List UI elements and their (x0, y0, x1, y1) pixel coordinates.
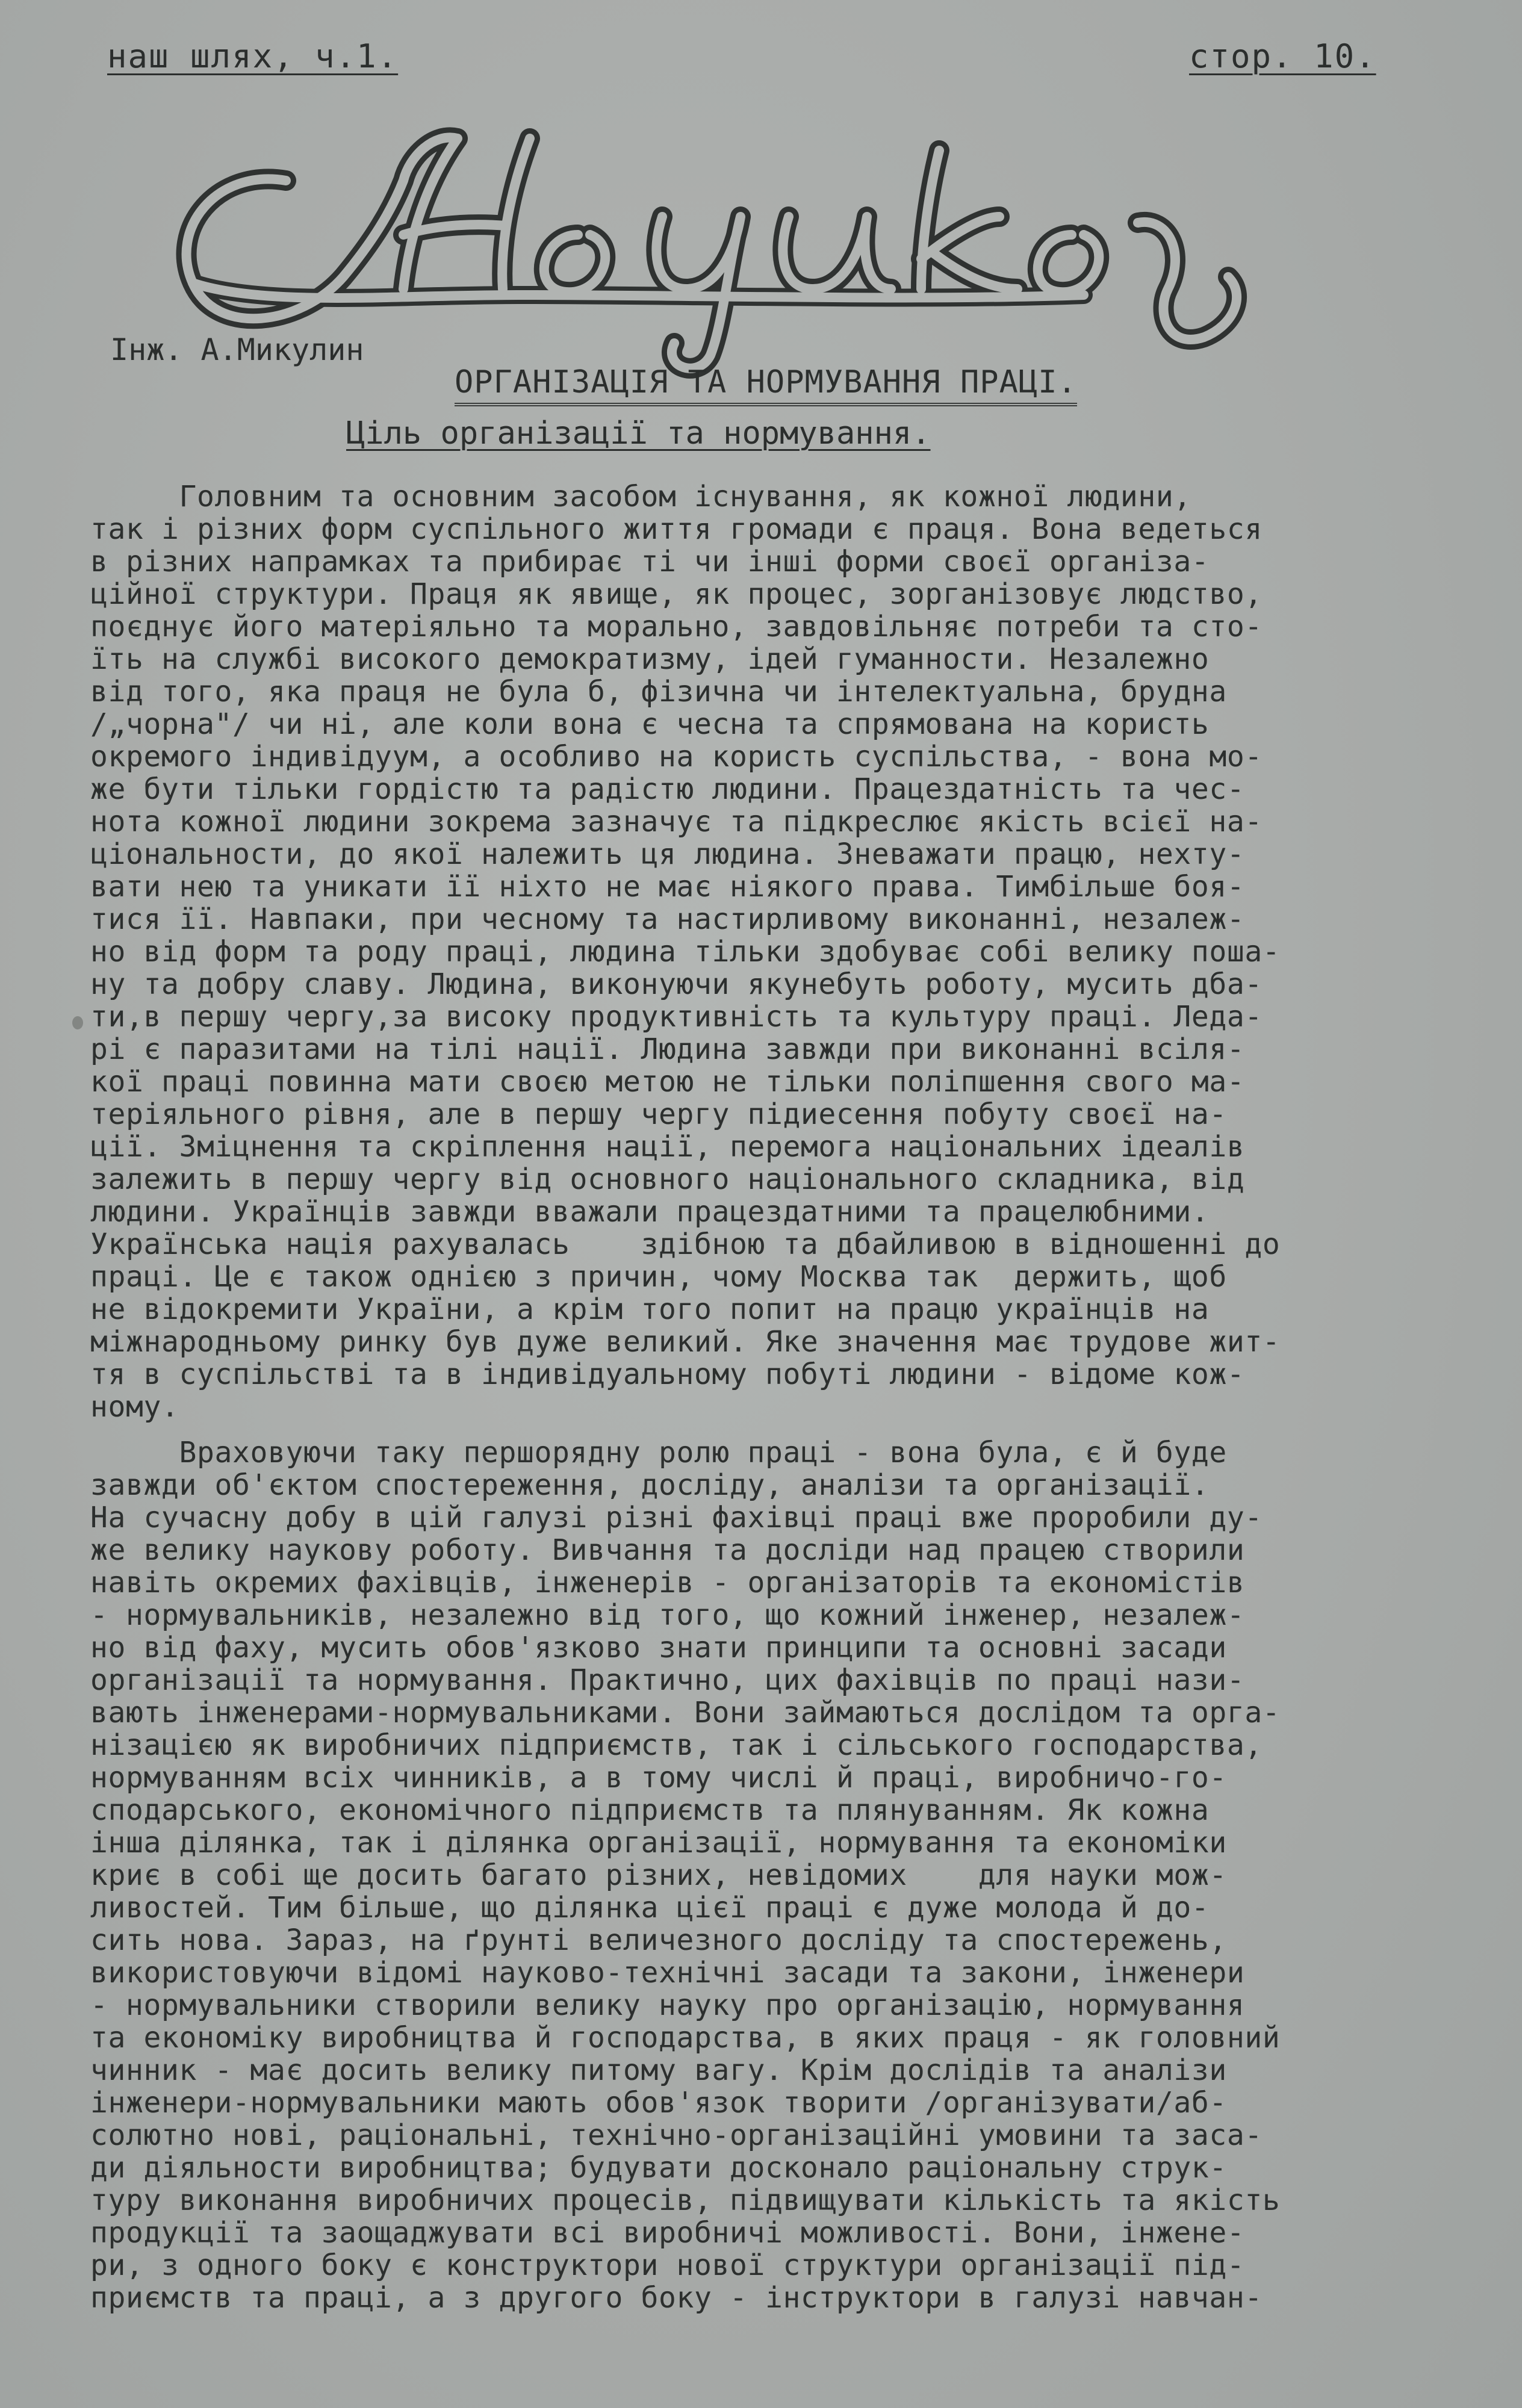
text-line: поєднує його матеріяльно та морально, завдовільняє потреби та сто- (90, 610, 1263, 644)
text-line: тися її. Навпаки, при чесному та настирливому виконанні, незалеж- (90, 902, 1245, 936)
text-line: ному. (90, 1390, 179, 1424)
article-paragraph-2 (90, 1436, 1451, 2314)
running-header-publication: наш шлях, ч.1. (107, 37, 399, 75)
text-line: рі є паразитами на тілі нації. Людина завжди при виконанні всіля- (90, 1032, 1245, 1066)
text-line: ливостей. Тим більше, що ділянка цієї праці є дуже молода й до- (90, 1891, 1210, 1925)
text-line: же велику наукову роботу. Вивчання та досліди над працею створили (90, 1533, 1245, 1567)
text-line: ційної структури. Праця як явище, як процес, зорганізовує людство, (90, 577, 1263, 611)
text-line: організації та нормування. Практично, цих фахівців по праці нази- (90, 1663, 1245, 1697)
text-line: в різних напрамках та прибирає ті чи інші форми своєї організа- (90, 545, 1210, 579)
text-line: людини. Українців завжди вважали працездатними та працелюбними. (90, 1195, 1210, 1229)
text-line: навіть окремих фахівців, інженерів - організаторів та економістів (90, 1566, 1245, 1600)
text-line: інженери-нормувальники мають обов'язок творити /організувати/аб- (90, 2086, 1227, 2120)
text-line: кої праці повинна мати своєю метою не тільки поліпшення свого ма- (90, 1065, 1245, 1099)
running-header-page-number: стор. 10. (1189, 37, 1376, 75)
text-line: залежить в першу чергу від основного національного складника, від (90, 1162, 1245, 1196)
text-line: же бути тільки гордістю та радістю людини. Працездатність та чес- (90, 772, 1245, 806)
text-line: вати нею та уникати її ніхто не має ніякого права. Тимбільше боя- (90, 870, 1245, 904)
text-line: сить нова. Зараз, на ґрунті величезного досліду та спостережень, (90, 1923, 1227, 1957)
text-line: тя в суспільстві та в індивідуальному побуті людини - відоме кож- (90, 1358, 1245, 1391)
text-line: ри, з одного боку є конструктори нової структури організації під- (90, 2248, 1245, 2282)
text-line: теріяльного рівня, але в першу чергу підиесення побуту своєї на- (90, 1097, 1227, 1131)
text-line: но від фаху, мусить обов'язково знати принципи та основні засади (90, 1631, 1227, 1665)
text-line: праці. Це є також однією з причин, чому Москва так держить, щоб (90, 1260, 1227, 1294)
text-line: їть на службі високого демократизму, ідей гуманности. Незалежно (90, 642, 1210, 676)
text-line: но від форм та роду праці, людина тільки здобуває собі велику пошa- (90, 935, 1281, 969)
text-line: ціональности, до якої належить ця людина. Зневажати працю, нехту- (90, 837, 1245, 871)
text-line: вають інженерами-нормувальниками. Вони займаються дослідом та орга- (90, 1696, 1281, 1730)
text-line: так і різних форм суспільного життя громади є праця. Вона ведеться (90, 512, 1263, 546)
article-paragraph-1 (90, 480, 1451, 1423)
text-line: туру виконання виробничих процесів, підвищувати кількість та якість (90, 2183, 1281, 2217)
text-line: - нормувальники створили велику науку про організацію, нормування (90, 1988, 1245, 2022)
ink-smudge (927, 987, 933, 993)
article-title: ОРГАНІЗАЦІЯ ТА НОРМУВАННЯ ПРАЦІ. (455, 364, 1077, 406)
text-line: інша ділянка, так і ділянка організації, нормування та економіки (90, 1826, 1227, 1860)
ink-smudge (72, 1016, 83, 1029)
text-line: солютно нові, раціональні, технічно-організаційні умовини та заса- (90, 2118, 1263, 2152)
text-line: Українська нація рахувалась здібною та дбайливою в відношенні до (90, 1227, 1281, 1261)
text-line: нізацією як виробничих підприємств, так і сільського господарства, (90, 1728, 1263, 1762)
text-line: Головним та основним засобом існування, як кожної людини, (90, 480, 1191, 514)
text-line: приємств та праці, а з другого боку - інструктори в галузі навчан- (90, 2281, 1263, 2315)
text-line: окремого індивідуум, а особливо на користь суспільства, - вона мо- (90, 740, 1263, 774)
text-line: не відокремити України, а крім того попит на працю українців на (90, 1292, 1210, 1326)
text-line: - нормувальників, незалежно від того, що кожний інженер, незалеж- (90, 1598, 1245, 1632)
text-line: чинник - має досить велику питому вагу. Крім дослідів та аналізи (90, 2053, 1227, 2087)
text-line: нормуванням всіх чинників, а в тому числі й праці, виробничо-го- (90, 1761, 1227, 1795)
article-author: Інж. А.Микулин (110, 332, 364, 367)
text-line: міжнародньому ринку був дуже великий. Яке значення має трудове жит- (90, 1325, 1281, 1359)
text-line: використовуючи відомі науково-технічні засади та закони, інженери (90, 1956, 1245, 1990)
text-line: /„чорна"/ чи ні, але коли вона є чесна та спрямована на користь (90, 707, 1210, 741)
text-line: На сучасну добу в цій галузі різні фахівці праці вже проробили ду- (90, 1501, 1263, 1534)
article-body (90, 480, 1451, 2314)
article-subtitle: Ціль організації та нормування. (346, 415, 931, 452)
text-line: від того, яка праця не була б, фізична чи інтелектуальна, брудна (90, 675, 1227, 709)
text-line: ну та добру славу. Людина, виконуючи якунебуть роботу, мусить дба- (90, 967, 1263, 1001)
text-line: криє в собі ще досить багато різних, невідомих для науки мож- (90, 1858, 1227, 1892)
text-line: та економіку виробництва й господарства, в яких праця - як головний (90, 2021, 1281, 2055)
text-line: продукції та заощаджувати всі виробничі можливості. Вони, інжене- (90, 2216, 1245, 2250)
text-line: Враховуючи таку першорядну ролю праці - вона була, є й буде (90, 1436, 1227, 1469)
text-line: завжди об'єктом спостереження, досліду, аналізи та організації. (90, 1468, 1210, 1502)
text-line: нота кожної людини зокрема зазначує та підкреслює якість всієї на- (90, 805, 1263, 839)
text-line: ти,в першу чергу,за високу продуктивність та культуру праці. Леда- (90, 1000, 1263, 1034)
text-line: ції. Зміцнення та скріплення нації, перемога національних ідеалів (90, 1130, 1245, 1164)
text-line: сподарського, економічного підприємств та плянуванням. Як кожна (90, 1793, 1210, 1827)
text-line: ди діяльности виробництва; будувати досконало раціональну струк- (90, 2151, 1227, 2185)
